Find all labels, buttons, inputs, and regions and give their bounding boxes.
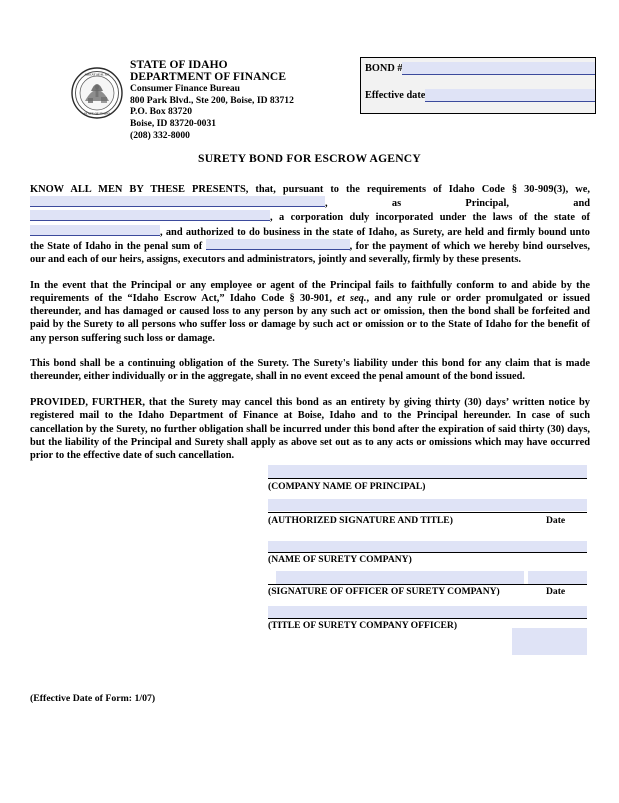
officer-signature-rule [268,584,587,585]
p1-segment-2: , as Principal, and [325,198,590,210]
paragraph-continuing-obligation: This bond shall be a continuing obligation of the Surety. The Surety's liability under this bond for any claim that is made thereunder, either individually or in the aggregate, shall in no event exceed the penal amount of the bond issued. [30,358,590,383]
officer-title-rule [268,618,587,619]
authorized-signature-caption: (AUTHORIZED SIGNATURE AND TITLE) [268,515,453,526]
form-effective-date: (Effective Date of Form: 1/07) [30,693,156,704]
agency-line-street: 800 Park Blvd., Ste 200, Boise, ID 83712 [130,94,294,106]
company-name-of-principal-rule [268,478,587,479]
p1-segment-5: , for the payment of which we hereby bind ourselves, our and each of our heirs, assigns, executors and administrators, jointly and severally, firmly by these presents. [30,240,590,266]
paragraph-cancellation: PROVIDED, FURTHER, that the Surety may cancel this bond as an entirety by giving thirty (30) days’ written notice by registered mail to the Idaho Department of Finance at Boise, Idaho and to the Principal hereunder. In case of such cancellation by the Surety, no further obligation shall be incurred under this bond after the expiration of said thirty (30) days, but the liability of the Principal and Surety shall apply as above set out as to any acts or omissions which may have occurred prior to the effective date of such cancellation. [30,397,590,461]
name-of-surety-company-caption: (NAME OF SURETY COMPANY) [268,554,412,565]
svg-text:GREAT SEAL OF: GREAT SEAL OF [84,72,110,77]
company-name-of-principal-input[interactable] [268,465,587,478]
bond-number-label: BOND # [365,63,403,74]
p2-segment-b: , and any rule or order promulgated or issued thereunder, and has damaged or caused loss to any person by any such act or omission, then the bond shall be forfeited and paid by the Surety to all persons who suffer loss or damage by such act or omission or to the State of Idaho for the benefit of any person suffering such loss or damage. [30,292,590,344]
agency-line-state: STATE OF IDAHO [130,59,228,71]
svg-text:STATE OF IDAHO: STATE OF IDAHO [84,111,110,116]
officer-title-caption: (TITLE OF SURETY COMPANY OFFICER) [268,620,458,631]
agency-line-department: DEPARTMENT OF FINANCE [130,70,287,83]
p2-segment-a: In the event that the Principal or any employee or agent of the Principal fails to faithfully conform to and abide by the requirements of the “Idaho Escrow Act,” Idaho Code § 30-901, [30,279,590,304]
officer-signature-date-input[interactable] [528,571,587,584]
p1-segment-4: , and authorized to do business in the state of Idaho, as Surety, are held and firmly bound unto the State of Idaho in the penal sum of [30,226,590,252]
name-of-surety-company-rule [268,552,587,553]
agency-line-city: Boise, ID 83720-0031 [130,117,217,129]
officer-signature-date-label: Date [546,586,566,597]
page-title: SURETY BOND FOR ESCROW AGENCY [198,152,421,165]
officer-title-input[interactable] [268,606,587,618]
p1-segment-1: KNOW ALL MEN BY THESE PRESENTS, that, pursuant to the requirements of Idaho Code § 30-909(3), we, [30,184,590,195]
agency-line-pobox: P.O. Box 83720 [130,106,193,118]
p2-latin-phrase: et seq. [337,292,367,304]
officer-signature-caption: (SIGNATURE OF OFFICER OF SURETY COMPANY) [268,586,500,597]
officer-title-extra-input[interactable] [512,628,587,655]
p1-segment-3: , a corporation duly incorporated under the laws of the state of [270,212,590,224]
company-name-of-principal-caption: (COMPANY NAME OF PRINCIPAL) [268,481,426,492]
officer-signature-input[interactable] [276,571,524,584]
authorized-signature-input[interactable] [268,499,587,511]
agency-line-phone: (208) 332-8000 [130,129,190,141]
authorized-signature-rule [268,512,587,513]
agency-line-bureau: Consumer Finance Bureau [130,83,240,95]
name-of-surety-company-input[interactable] [268,541,587,552]
effective-date-label: Effective date [365,90,426,101]
authorized-signature-date-label: Date [546,515,566,526]
